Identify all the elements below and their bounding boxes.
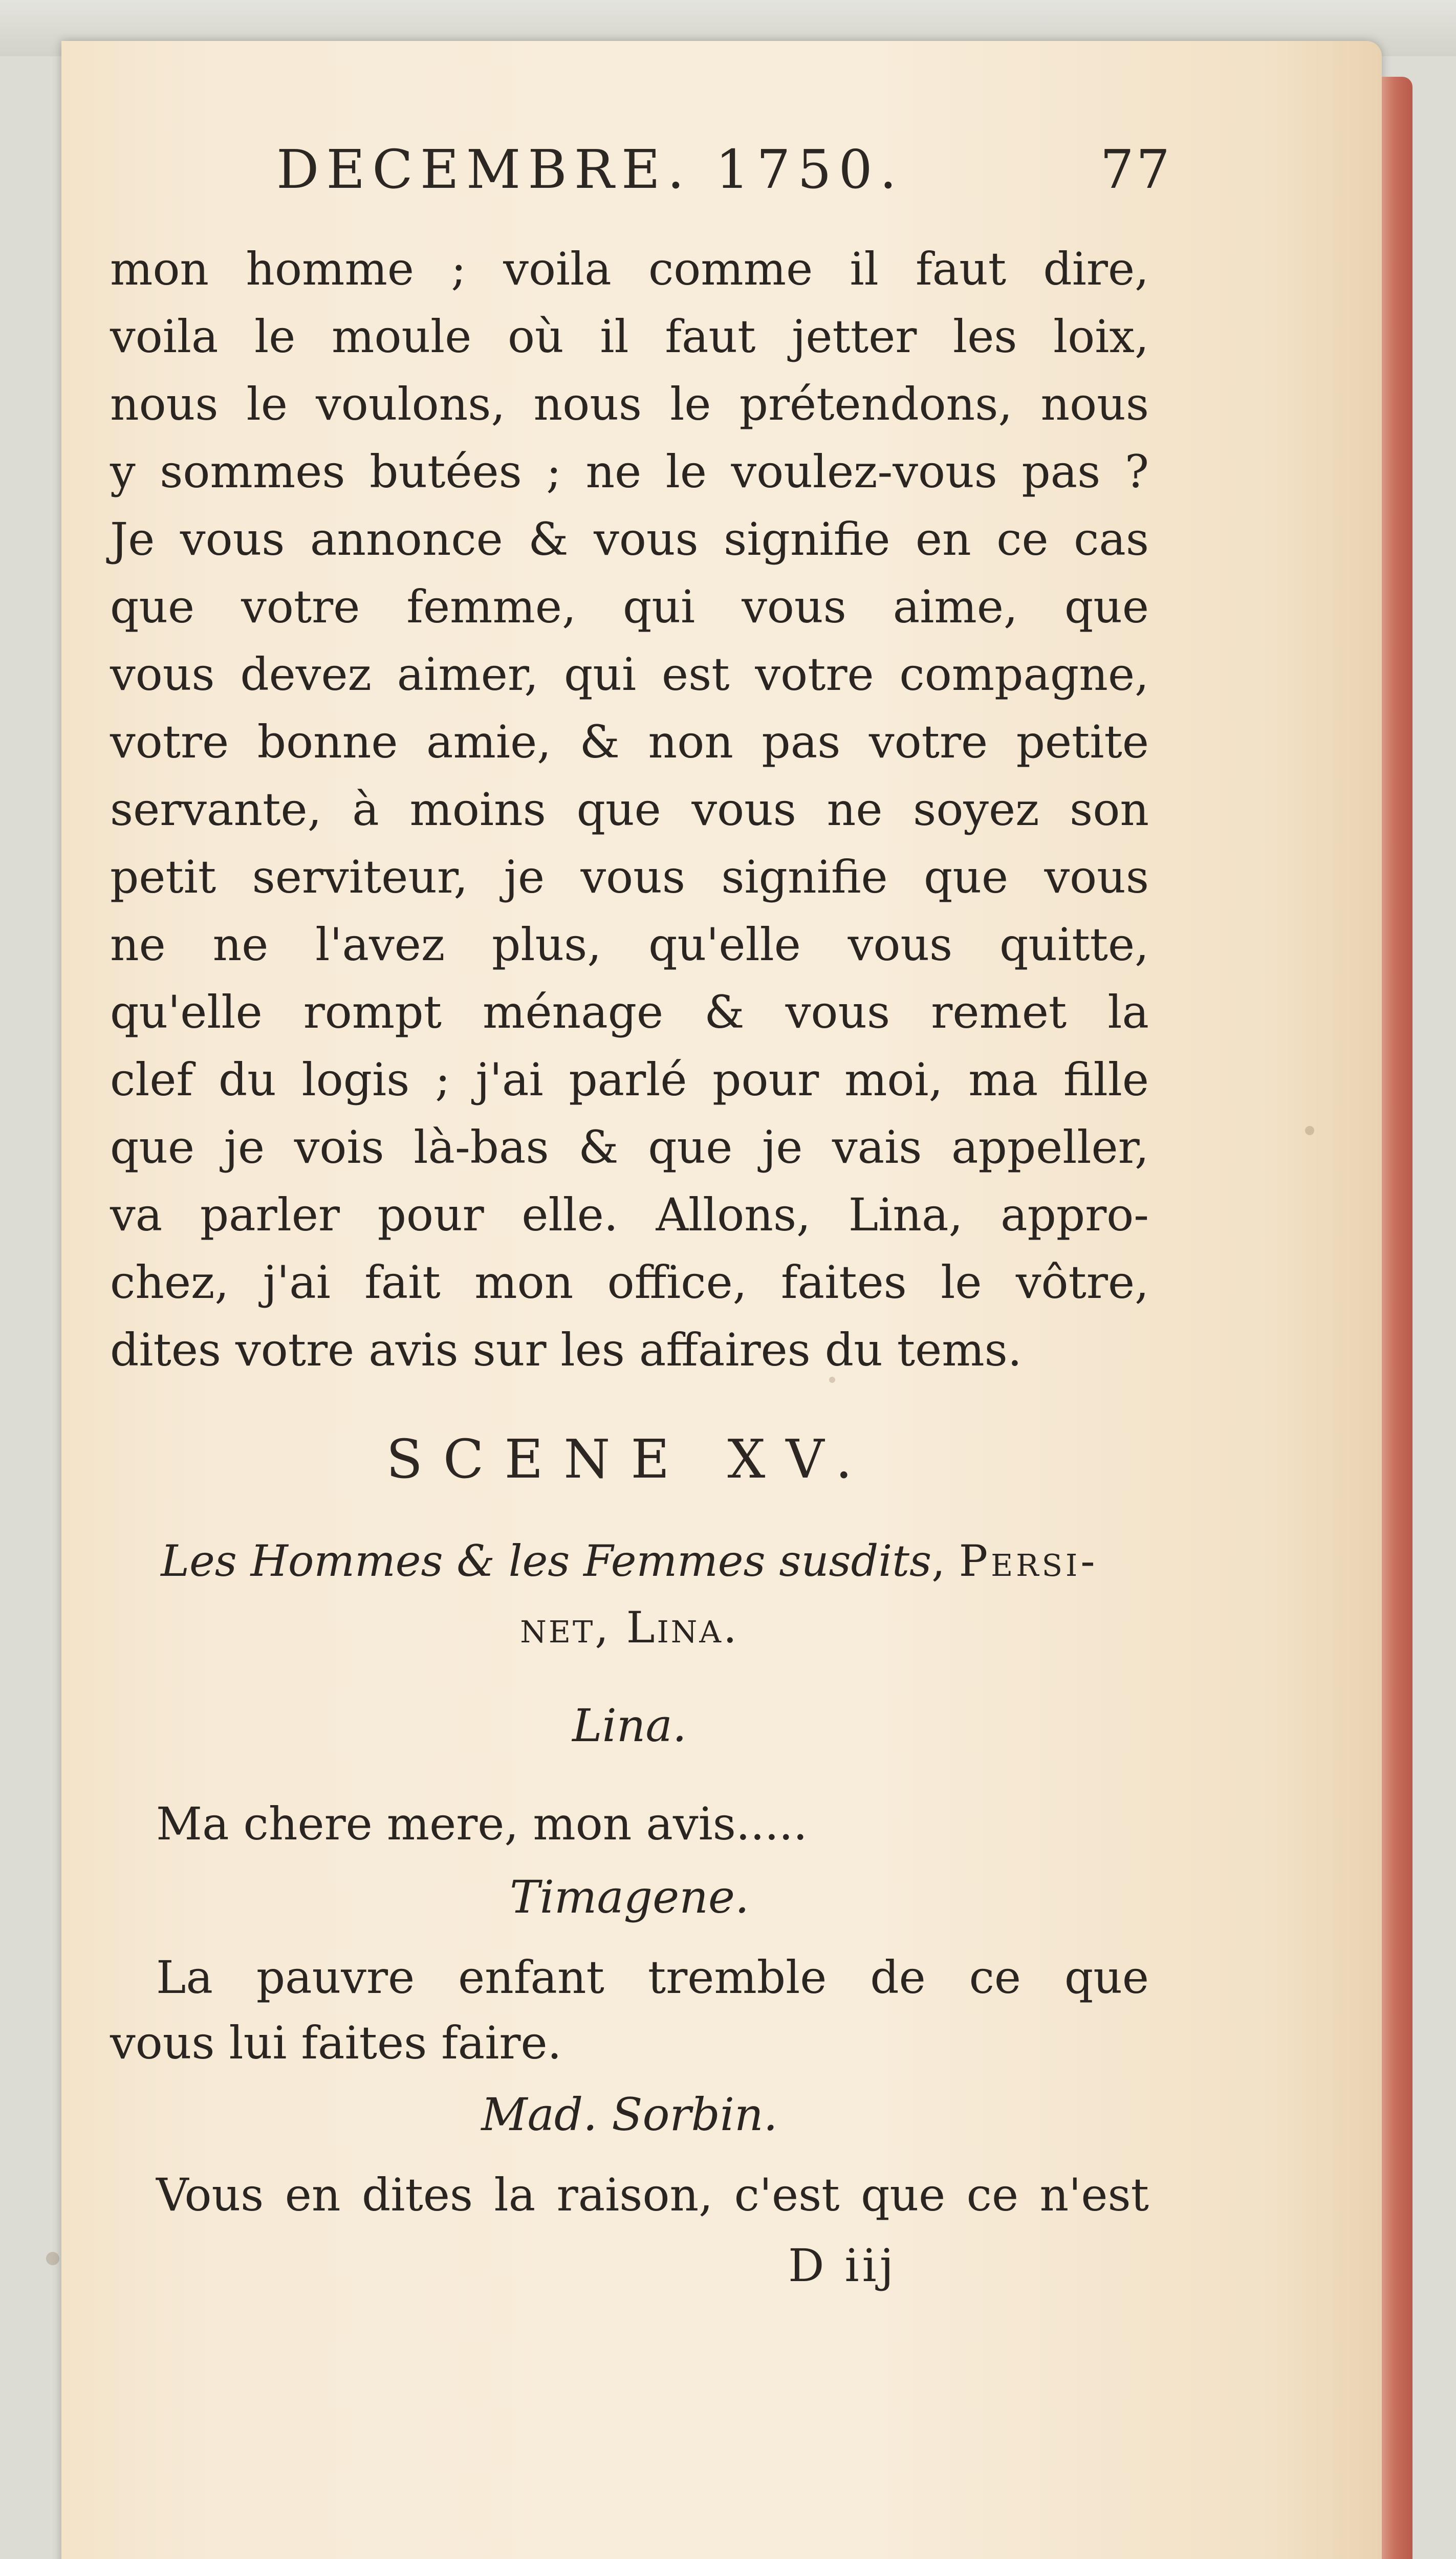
cast-line-1	[110, 1528, 1149, 1594]
speech-lina	[110, 1791, 1149, 1857]
text-line: Je vous annonce & vous signifie en ce cas	[110, 513, 1149, 566]
running-header	[276, 138, 1172, 215]
body-text	[110, 235, 1149, 1384]
text-line: dites votre avis sur les affaires du tems.	[110, 1324, 1022, 1376]
scene-cast	[110, 1528, 1149, 1661]
text-line: ne ne l'avez plus, qu'elle vous quitte,	[110, 918, 1149, 971]
text-line: y sommes butées ; ne le voulez-vous pas ?	[110, 445, 1149, 498]
paper-speck	[1305, 1126, 1314, 1135]
text-line: vous devez aimer, qui est votre compagne,	[110, 648, 1149, 701]
scene-heading: SCENE XV.	[386, 1428, 873, 1490]
page-number: 77	[1100, 138, 1172, 201]
speech-line: Ma chere mere, mon avis.....	[156, 1797, 808, 1850]
speaker-timagene: Timagene.	[510, 1871, 749, 1923]
speech-line: La pauvre enfant tremble de ce que	[156, 1951, 1149, 2004]
text-line: petit serviteur, je vous signifie que vous	[110, 851, 1149, 903]
text-line: nous le voulons, nous le prétendons, nous	[110, 378, 1149, 430]
speech-mad-sorbin	[110, 2162, 1149, 2228]
speaker-lina: Lina.	[572, 1699, 687, 1752]
speech-line: Vous en dites la raison, c'est que ce n'est	[156, 2168, 1149, 2221]
signature-mark: D iij	[788, 2239, 897, 2292]
text-line: va parler pour elle. Allons, Lina, appro-	[110, 1188, 1149, 1241]
cast-italic: Les Hommes & les Femmes susdits	[161, 1536, 932, 1586]
cast-names-1: Persi-	[959, 1536, 1098, 1586]
text-line: mon homme ; voila comme il faut dire,	[110, 243, 1149, 295]
speaker-mad-sorbin: Mad. Sorbin.	[481, 2088, 778, 2141]
text-line: chez, j'ai fait mon office, faites le vôtre,	[110, 1256, 1149, 1309]
text-line: votre bonne amie, & non pas votre petite	[110, 715, 1149, 768]
paper-speck	[829, 1377, 835, 1383]
cast-names-2: net, Lina.	[520, 1602, 739, 1653]
speech-timagene	[110, 1945, 1149, 2076]
cast-separator: ,	[931, 1536, 945, 1586]
text-line: que votre femme, qui vous aime, que	[110, 580, 1149, 633]
text-line: servante, à moins que vous ne soyez son	[110, 783, 1149, 836]
running-title: DECEMBRE. 1750.	[276, 138, 904, 201]
speech-line: vous lui faites faire.	[110, 2016, 562, 2069]
text-line: voila le moule où il faut jetter les loix,	[110, 310, 1149, 363]
text-line: que je vois là-bas & que je vais appeller,	[110, 1121, 1149, 1174]
text-line: clef du logis ; j'ai parlé pour moi, ma fille	[110, 1053, 1149, 1106]
text-line: qu'elle rompt ménage & vous remet la	[110, 986, 1149, 1038]
red-page-edge	[1382, 77, 1412, 2559]
paper-speck	[46, 2252, 59, 2265]
